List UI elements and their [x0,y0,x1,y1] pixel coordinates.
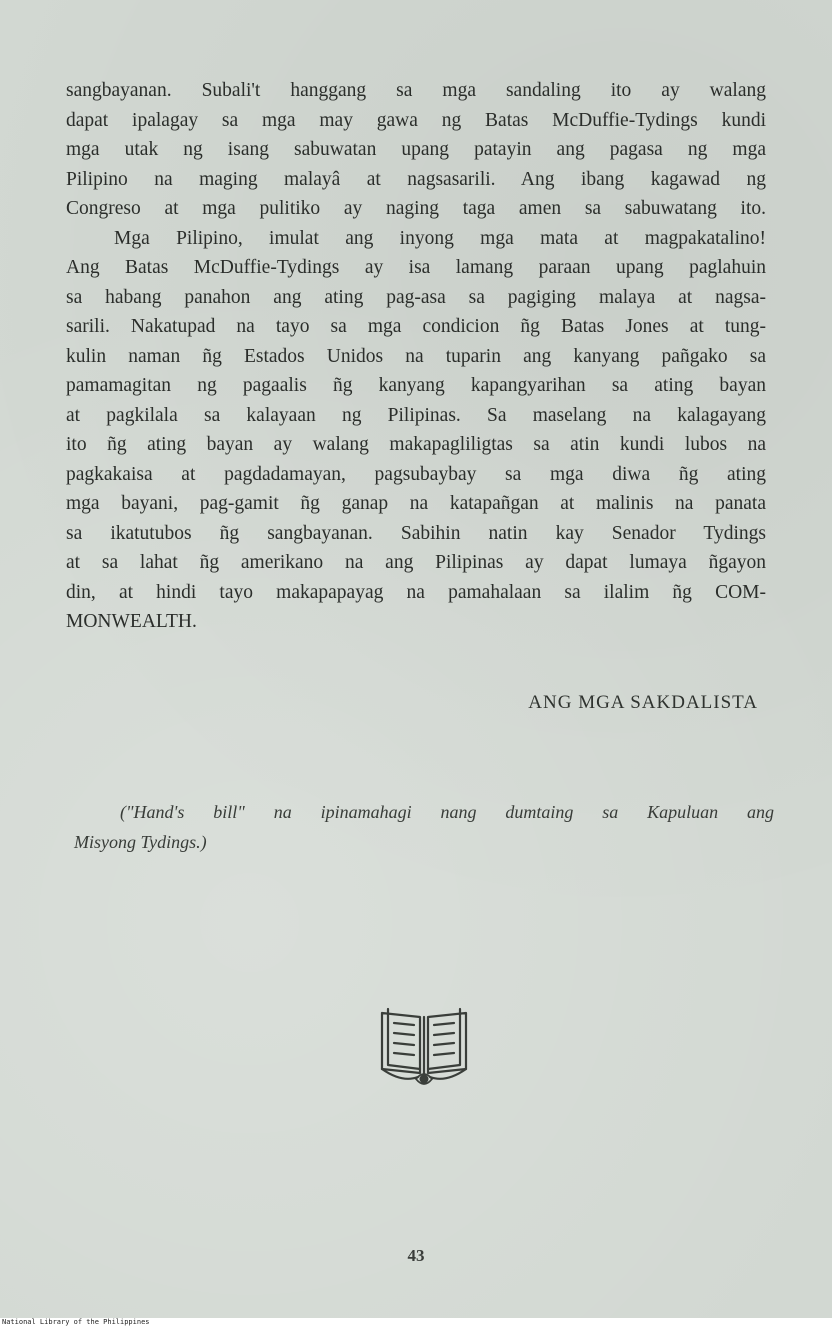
text-line: Ang Batas McDuffie-Tydings ay isa lamang paraan upang paglahuin [66,257,766,278]
note-line: Misyong Tydings.) [74,832,207,852]
page-number: 43 [407,1246,425,1265]
signature: ANG MGA SAKDALISTA [528,692,758,713]
library-credit: National Library of the Philippines [2,1318,150,1326]
text-line: sangbayanan. Subali't hanggang sa mga sandaling ito ay walang [66,80,766,101]
text-line: pamamagitan ng pagaalis ñg kanyang kapangyarihan sa ating bayan [66,375,766,396]
text-line: mga bayani, pag-gamit ñg ganap na katapañgan at malinis na panata [66,493,766,514]
note-line: ("Hand's bill" na ipinamahagi nang dumtaing sa Kapuluan ang [120,802,774,822]
body-text [66,76,766,637]
open-book-ornament-icon [378,1003,470,1091]
handbill-note [74,797,774,857]
text-line: at sa lahat ñg amerikano na ang Pilipinas ay dapat lumaya ñgayon [66,552,766,573]
text-line: din, at hindi tayo makapapayag na pamahalaan sa ilalim ñg COM- [66,581,766,603]
text-line: ito ñg ating bayan ay walang makapagliligtas sa atin kundi lubos na [66,434,766,455]
text-line: mga utak ng isang sabuwatan upang patayin ang pagasa ng mga [66,139,766,160]
text-line: sa habang panahon ang ating pag-asa sa pagiging malaya at nagsa- [66,286,766,308]
text-line: at pagkilala sa kalayaan ng Pilipinas. Sa maselang na kalagayang [66,404,766,426]
text-line: Pilipino na maging malayâ at nagsasarili. Ang ibang kagawad ng [66,168,766,190]
paragraph-start-line: Mga Pilipino, imulat ang inyong mga mata at magpakatalino! [114,227,766,249]
text-line: dapat ipalagay sa mga may gawa ng Batas McDuffie-Tydings kundi [66,109,766,131]
text-line: Congreso at mga pulitiko ay naging taga amen sa sabuwatang ito. [66,198,766,219]
text-line: kulin naman ñg Estados Unidos na tuparin ang kanyang pañgako sa [66,345,766,367]
paragraph-end-line: MONWEALTH. [66,611,197,632]
text-line: pagkakaisa at pagdadamayan, pagsubaybay sa mga diwa ñg ating [66,463,766,485]
text-line: sa ikatutubos ñg sangbayanan. Sabihin natin kay Senador Tydings [66,522,766,544]
text-line: sarili. Nakatupad na tayo sa mga condicion ñg Batas Jones at tung- [66,316,766,337]
